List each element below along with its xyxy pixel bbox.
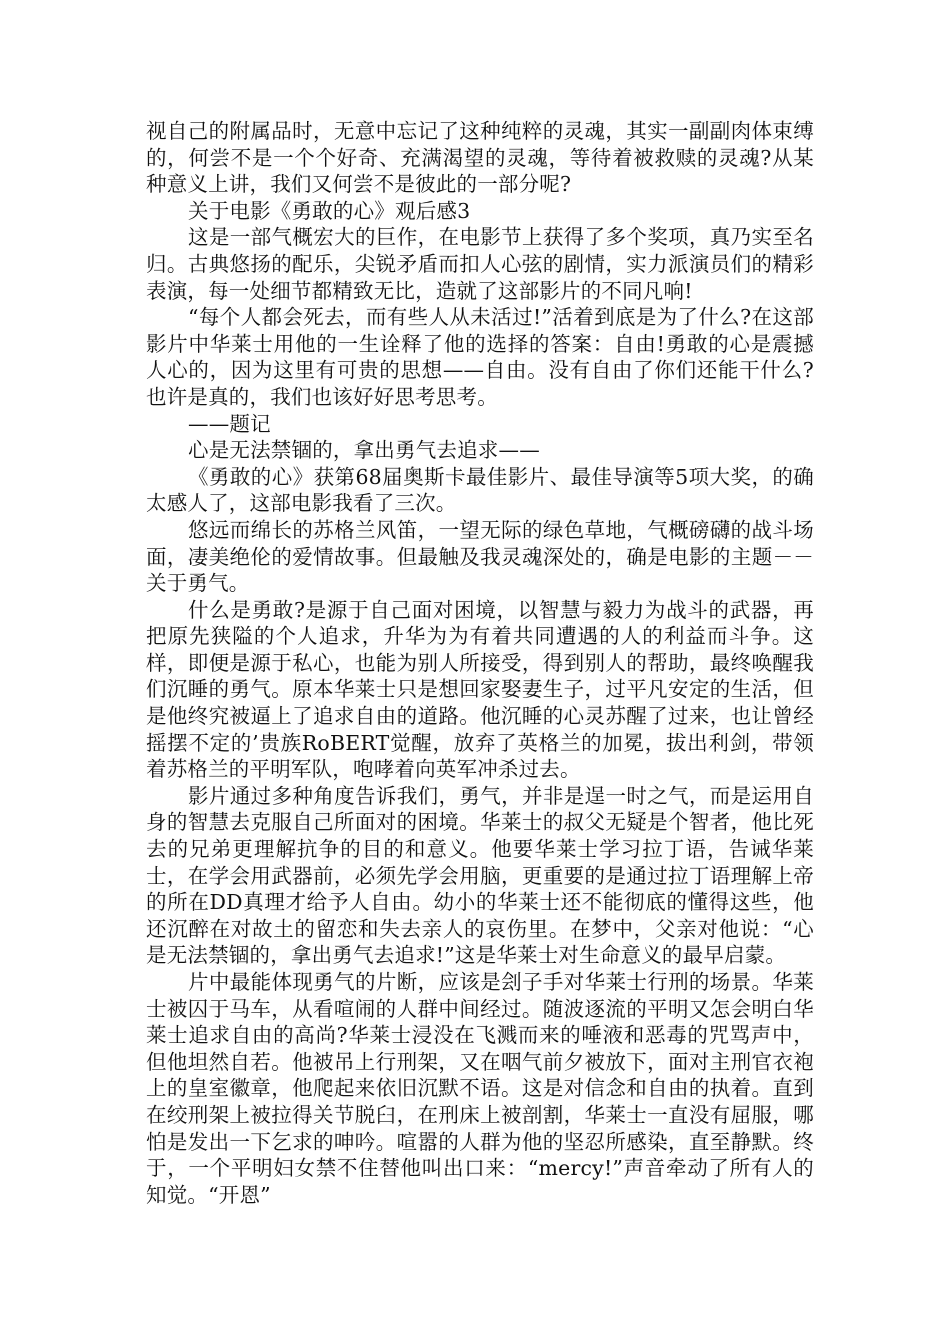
paragraph: 影片通过多种角度告诉我们，勇气，并非是逞一时之气，而是运用自身的智慧去克服自己所面对的困境。华莱士的叔父无疑是个智者，他比死去的兄弟更理解抗争的目的和意义。他要华莱士学习拉丁语，告诫华莱士，在学会用武器前，必须先学会用脑，更重要的是通过拉丁语理解上帝的所在DD真理才给予人自由。幼小的华莱士还不能彻底的懂得这些，他还沉醉在对故土的留恋和失去亲人的哀伤里。在梦中，父亲对他说：“心是无法禁锢的，拿出勇气去追求!”这是华莱士对生命意义的最早启蒙。 <box>146 783 814 968</box>
document-body <box>146 118 814 1208</box>
paragraph: 什么是勇敢?是源于自己面对困境，以智慧与毅力为战斗的武器，再把原先狭隘的个人追求，升华为为有着共同遭遇的人的利益而斗争。这样，即便是源于私心，也能为别人所接受，得到别人的帮助，最终唤醒我们沉睡的勇气。原本华莱士只是想回家娶妻生子，过平凡安定的生活，但是他终究被逼上了追求自由的道路。他沉睡的心灵苏醒了过来，也让曾经摇摆不定的’贵族RoBERT觉醒，放弃了英格兰的加冕，拔出利剑，带领着苏格兰的平明军队，咆哮着向英军冲杀过去。 <box>146 597 814 782</box>
paragraph-subtitle: 心是无法禁锢的，拿出勇气去追求—— <box>188 438 540 463</box>
paragraph: 这是一部气概宏大的巨作，在电影节上获得了多个奖项，真乃实至名归。古典悠扬的配乐，尖锐矛盾而扣人心弦的剧情，实力派演员们的精彩表演，每一处细节都精致无比，造就了这部影片的不同凡响! <box>146 225 814 303</box>
paragraph-section-title: 关于电影《勇敢的心》观后感3 <box>188 198 471 223</box>
paragraph-continuation: 视自己的附属品时，无意中忘记了这种纯粹的灵魂，其实一副副肉体束缚的，何尝不是一个个好奇、充满渴望的灵魂，等待着被救赎的灵魂?从某种意义上讲，我们又何尝不是彼此的一部分呢? <box>146 119 814 197</box>
paragraph: 片中最能体现勇气的片断，应该是刽子手对华莱士行刑的场景。华莱士被囚于马车，从看喧闹的人群中间经过。随波逐流的平明又怎会明白华莱士追求自由的高尚?华莱士浸没在飞溅而来的唾液和恶毒的咒骂声中，但他坦然自若。他被吊上行刑架，又在咽气前夕被放下，面对主刑官衣袍上的皇室徽章，他爬起来依旧沉默不语。这是对信念和自由的执着。直到在绞刑架上被拉得关节脱臼，在刑床上被剖割，华莱士一直没有屈服，哪怕是发出一下乞求的呻吟。喧嚣的人群为他的坚忍所感染，直至静默。终于，一个平明妇女禁不住替他叫出口来：“mercy!”声音牵动了所有人的知觉。“开恩” <box>146 970 814 1207</box>
paragraph-epigraph-note: ——题记 <box>188 411 271 436</box>
paragraph: “每个人都会死去，而有些人从未活过!”活着到底是为了什么?在这部影片中华莱士用他的一生诠释了他的选择的答案：自由!勇敢的心是震撼人心的，因为这里有可贵的思想——自由。没有自由了你们还能干什么?也许是真的，我们也该好好思考思考。 <box>146 305 814 409</box>
paragraph: 《勇敢的心》获第68届奥斯卡最佳影片、最佳导演等5项大奖，的确太感人了，这部电影我看了三次。 <box>146 464 814 516</box>
paragraph: 悠远而绵长的苏格兰风笛，一望无际的绿色草地，气概磅礴的战斗场面，凄美绝伦的爱情故事。但最触及我灵魂深处的，确是电影的主题－－关于勇气。 <box>146 517 814 596</box>
